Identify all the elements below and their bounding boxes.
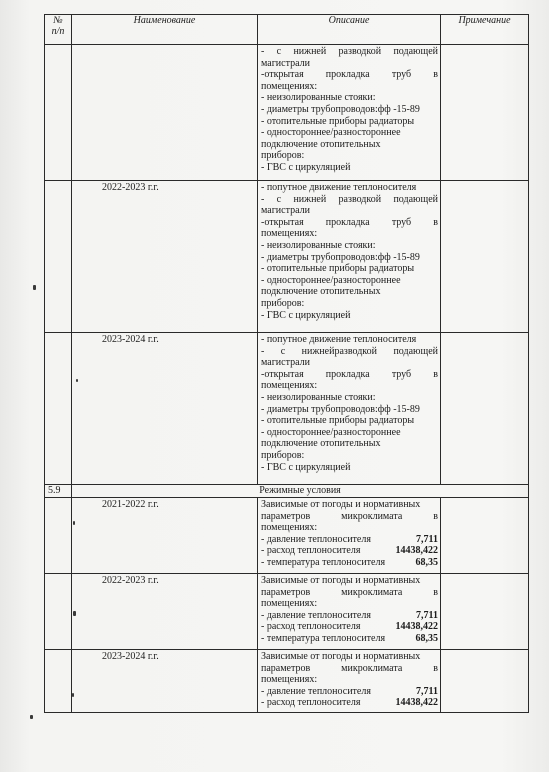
desc-line: - попутное движение теплоносителя (261, 182, 417, 193)
temperature-label: - температура теплоносителя (261, 632, 386, 644)
desc-line: - неизолированные стояки: (261, 391, 376, 403)
temperature-value: 68,35 (415, 556, 438, 568)
pressure-value: 7,711 (416, 533, 438, 545)
period-name: 2021-2022 г.г. (72, 498, 258, 574)
header-number (45, 15, 72, 45)
desc-line: - ГВС с циркуляцией (261, 161, 351, 173)
description-cell (258, 333, 441, 485)
desc-line: магистрали (261, 205, 310, 217)
scan-speck (33, 285, 36, 290)
period-name: 2022-2023 г.г. (72, 574, 258, 650)
desc-line: приборов: (261, 150, 305, 162)
desc-line: помещениях: (261, 228, 318, 240)
temperature-label: - температура теплоносителя (261, 556, 386, 568)
desc-line: -открытая прокладка труб в (261, 216, 438, 228)
description-cell (258, 574, 441, 650)
period-name: 2022-2023 г.г. (72, 181, 258, 333)
scan-speck (72, 693, 74, 697)
table-row (45, 333, 529, 485)
desc-line: параметров микроклимата в (261, 510, 438, 522)
desc-line: -открытая прокладка труб в (261, 368, 438, 380)
desc-line: параметров микроклимата в (261, 662, 438, 674)
desc-line: - одностороннее/разностороннее (261, 426, 401, 438)
table-row (45, 650, 529, 713)
section-row (45, 485, 529, 498)
header-name: Наименование (72, 15, 258, 45)
pressure-line (261, 534, 438, 546)
temperature-line (261, 633, 438, 645)
flow-line (261, 545, 438, 557)
flow-value: 14438,422 (395, 621, 438, 633)
table-row (45, 45, 529, 181)
header-description: Описание (258, 15, 441, 45)
desc-line: - диаметры трубопроводов:фф -15-89 (261, 103, 420, 115)
desc-line: - отопительные приборы радиаторы (261, 263, 415, 275)
desc-line: - попутное движение теплоносителя (261, 334, 417, 345)
desc-line: помещениях: (261, 380, 318, 392)
pressure-label: - давление теплоносителя (261, 685, 371, 697)
desc-line: подключение отопительных (261, 138, 381, 150)
pressure-label: - давление теплоносителя (261, 609, 371, 621)
section-title: Режимные условия (72, 485, 529, 498)
desc-line: - неизолированные стояки: (261, 239, 376, 251)
scan-speck (30, 715, 33, 719)
description-cell (258, 45, 441, 181)
desc-line: - отопительные приборы радиаторы (261, 115, 415, 127)
desc-line: приборов: (261, 297, 305, 309)
desc-line: приборов: (261, 449, 305, 461)
temperature-value: 68,35 (415, 632, 438, 644)
desc-line: -открытая прокладка труб в (261, 69, 438, 81)
flow-value: 14438,422 (395, 697, 438, 709)
flow-value: 14438,422 (395, 545, 438, 557)
period-name: 2023-2024 г.г. (72, 333, 258, 485)
desc-line: - отопительные приборы радиаторы (261, 415, 415, 427)
desc-line: магистрали (261, 57, 310, 69)
desc-line: - диаметры трубопроводов:фф -15-89 (261, 251, 420, 263)
scan-speck (76, 379, 78, 382)
desc-line: - с нижней разводкой подающей (261, 46, 438, 57)
table-row (45, 181, 529, 333)
pressure-value: 7,711 (416, 685, 438, 697)
pressure-value: 7,711 (416, 609, 438, 621)
desc-line: подключение отопительных (261, 438, 381, 450)
temperature-line (261, 557, 438, 569)
flow-label: - расход теплоносителя (261, 545, 361, 557)
desc-line: - ГВС с циркуляцией (261, 461, 351, 473)
desc-line: - ГВС с циркуляцией (261, 309, 351, 321)
flow-line (261, 621, 438, 633)
desc-line: - одностороннее/разностороннее (261, 127, 401, 139)
data-table (44, 14, 529, 713)
desc-line: помещениях: (261, 80, 318, 92)
desc-line: - одностороннее/разностороннее (261, 274, 401, 286)
desc-line: параметров микроклимата в (261, 586, 438, 598)
table-row (45, 574, 529, 650)
flow-label: - расход теплоносителя (261, 621, 361, 633)
desc-line: - диаметры трубопроводов:фф -15-89 (261, 403, 420, 415)
table-row (45, 498, 529, 574)
desc-line: помещениях: (261, 598, 318, 610)
scan-speck (73, 611, 76, 616)
header-number-line2: п/п (51, 26, 65, 37)
pressure-line (261, 686, 438, 698)
pressure-label: - давление теплоносителя (261, 533, 371, 545)
period-name: 2023-2024 г.г. (72, 650, 258, 713)
flow-label: - расход теплоносителя (261, 697, 361, 709)
description-cell (258, 650, 441, 713)
desc-line: - с нижней разводкой подающей (261, 193, 438, 205)
desc-line: подключение отопительных (261, 286, 381, 298)
description-cell (258, 498, 441, 574)
desc-line: помещениях: (261, 522, 318, 534)
table-header-row (45, 15, 529, 45)
description-cell (258, 181, 441, 333)
header-number-line1: № (53, 15, 63, 26)
desc-line: Зависимые от погоды и нормативных (261, 499, 421, 510)
desc-line: помещениях: (261, 674, 318, 686)
section-number: 5.9 (45, 485, 72, 498)
scan-speck (73, 521, 75, 525)
desc-line: Зависимые от погоды и нормативных (261, 575, 421, 586)
pressure-line (261, 610, 438, 622)
flow-line (261, 697, 438, 709)
desc-line: Зависимые от погоды и нормативных (261, 651, 421, 662)
header-note: Примечание (441, 15, 529, 45)
desc-line: магистрали (261, 357, 310, 369)
desc-line: - неизолированные стояки: (261, 92, 376, 104)
desc-line: - с нижнейразводкой подающей (261, 345, 438, 357)
